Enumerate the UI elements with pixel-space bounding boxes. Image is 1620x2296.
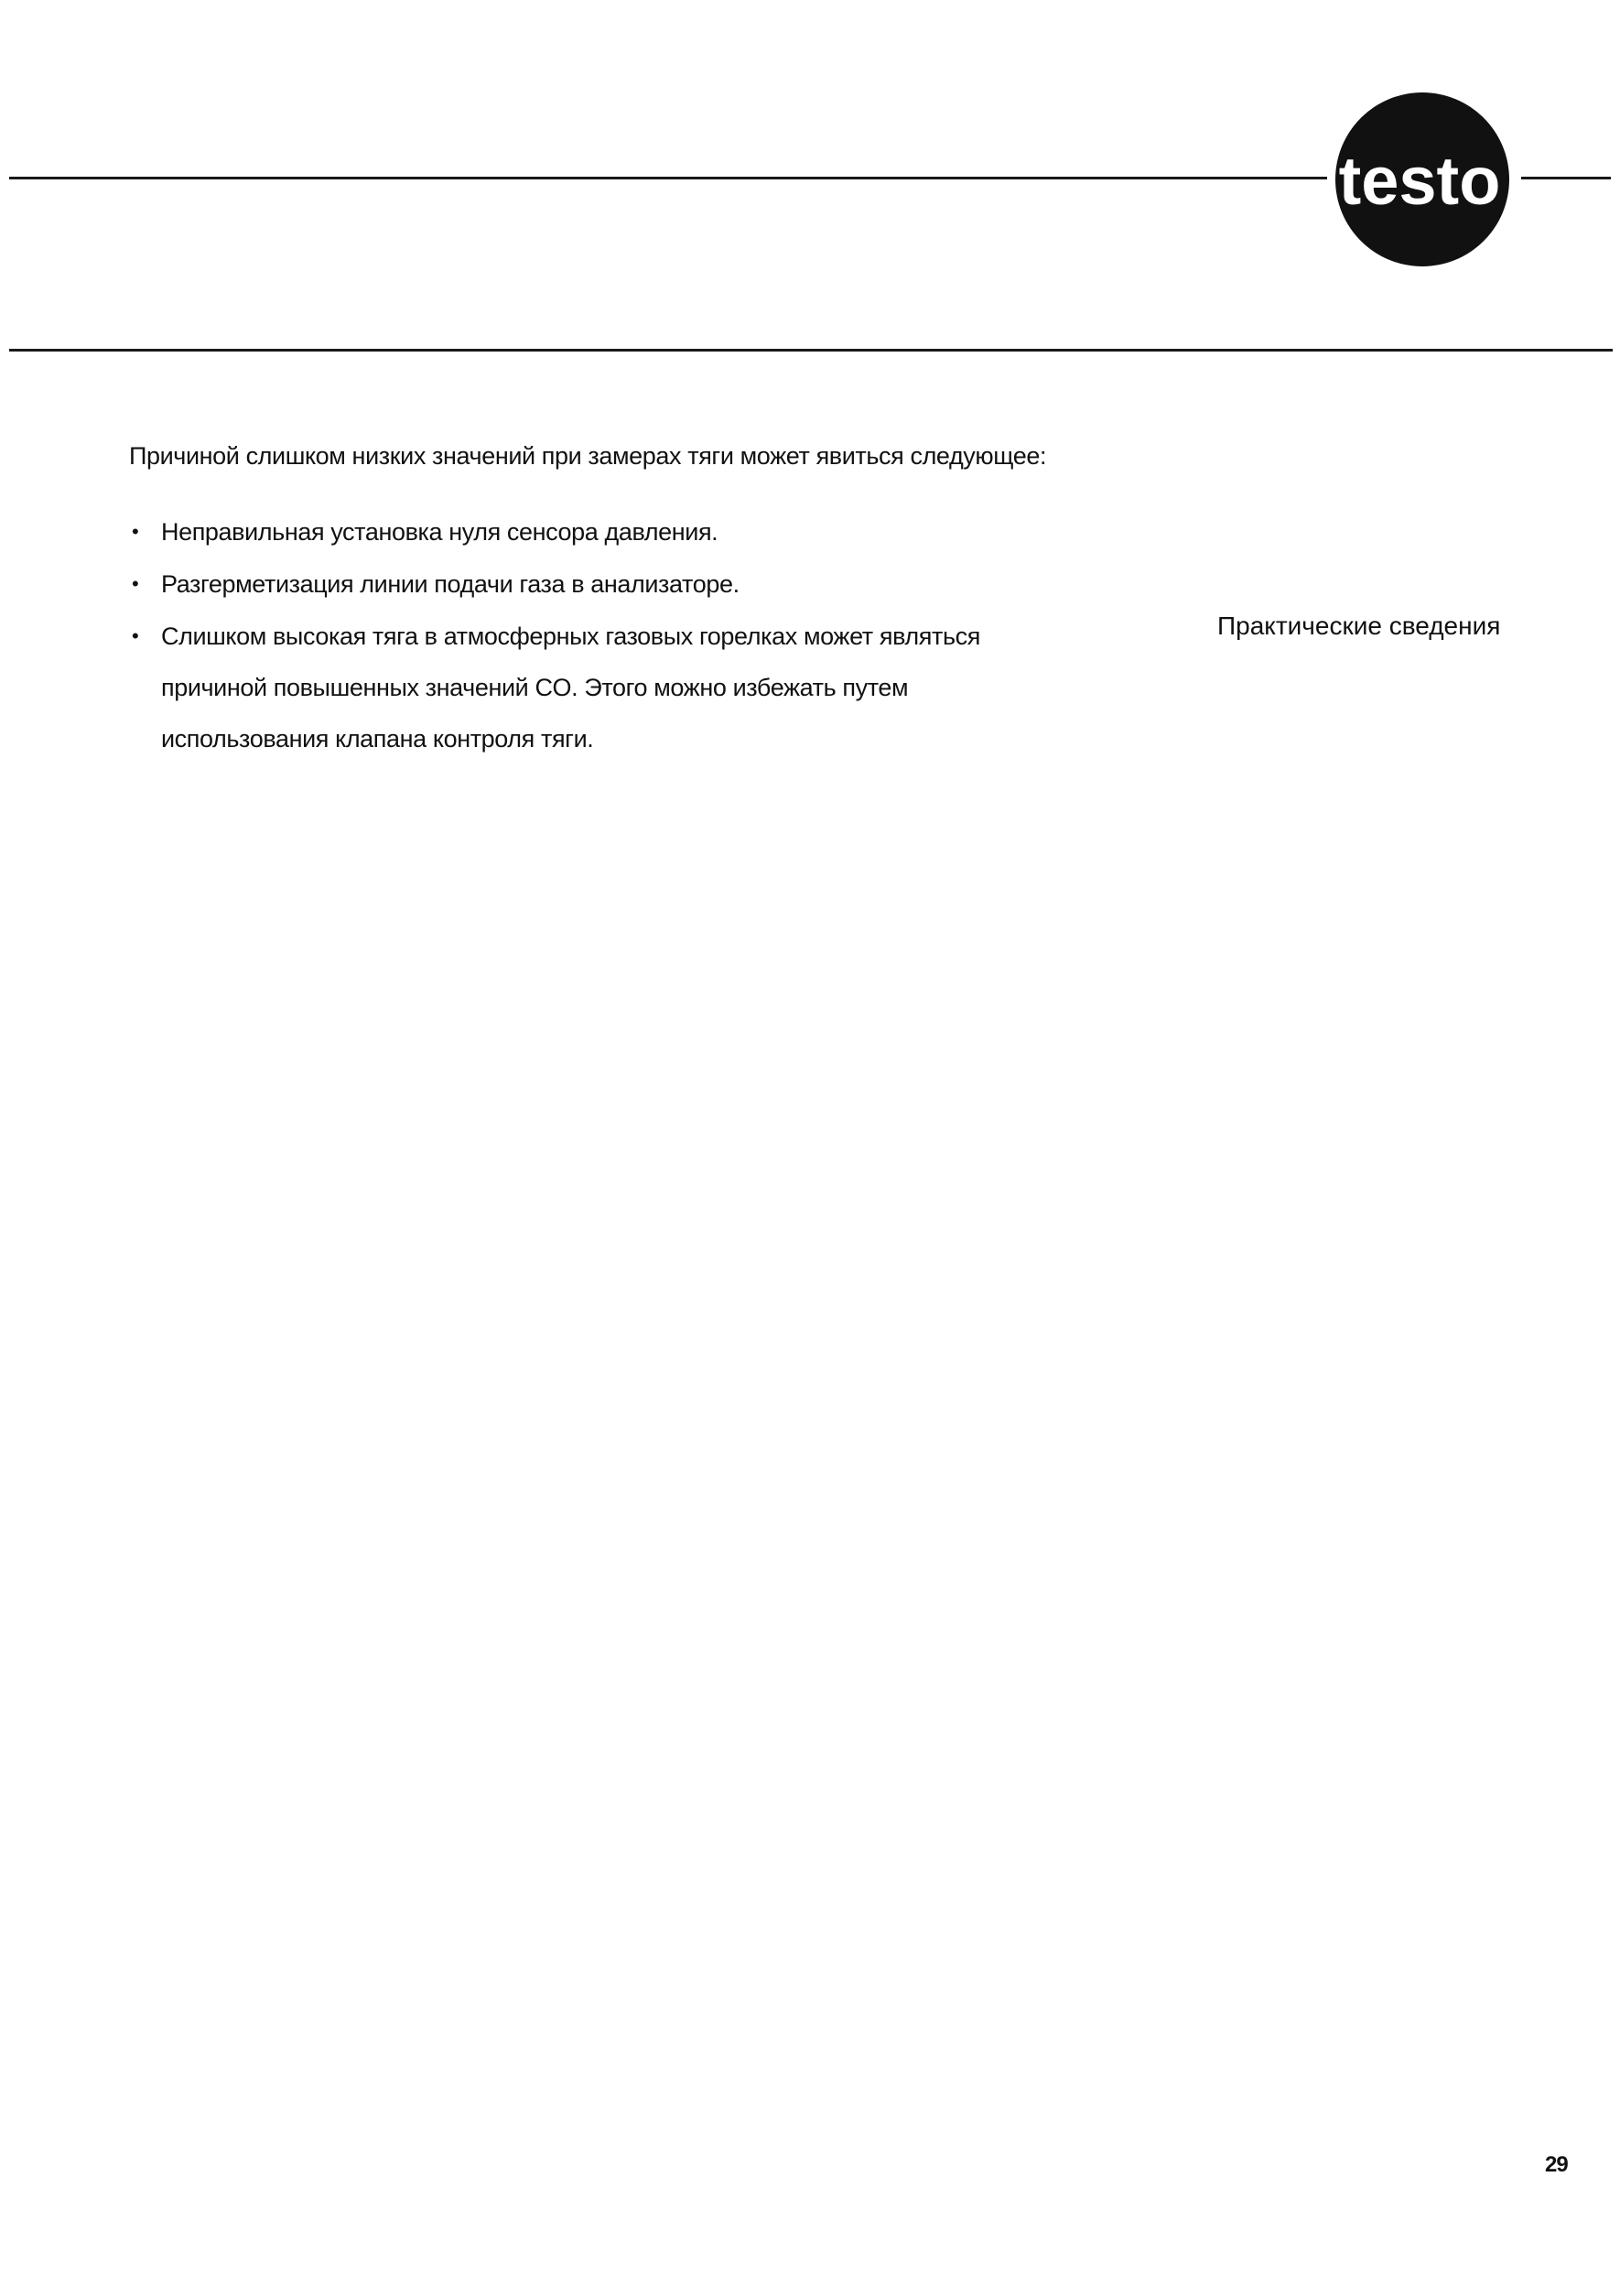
- header-rule-left: [9, 177, 1327, 179]
- header-rule-right: [1521, 177, 1611, 179]
- list-item-text: Разгерметизация линии подачи газа в анализаторе.: [161, 570, 740, 598]
- logo-text: testo: [1338, 143, 1501, 219]
- list-item-text: Неправильная установка нуля сенсора давления.: [161, 518, 718, 546]
- list-item: [129, 506, 1053, 558]
- list-item-text: Слишком высокая тяга в атмосферных газовых горелках может являться причиной повышенных значений CO. Этого можно избежать путем использования клапана контроля тяги.: [161, 623, 980, 753]
- intro-text: Причиной слишком низких значений при замерах тяги может явиться следующее:: [129, 442, 1047, 470]
- list-item: [129, 558, 1053, 610]
- section-rule: [9, 349, 1613, 352]
- page-number: 29: [1545, 2152, 1568, 2177]
- bullet-list: [129, 506, 1053, 765]
- list-item: [129, 611, 1053, 764]
- bullet-dot: •: [132, 572, 139, 595]
- section-side-label: Практические сведения: [1217, 612, 1501, 640]
- bullet-dot: •: [132, 520, 139, 543]
- testo-logo: [1329, 90, 1516, 269]
- bullet-dot: •: [132, 624, 139, 647]
